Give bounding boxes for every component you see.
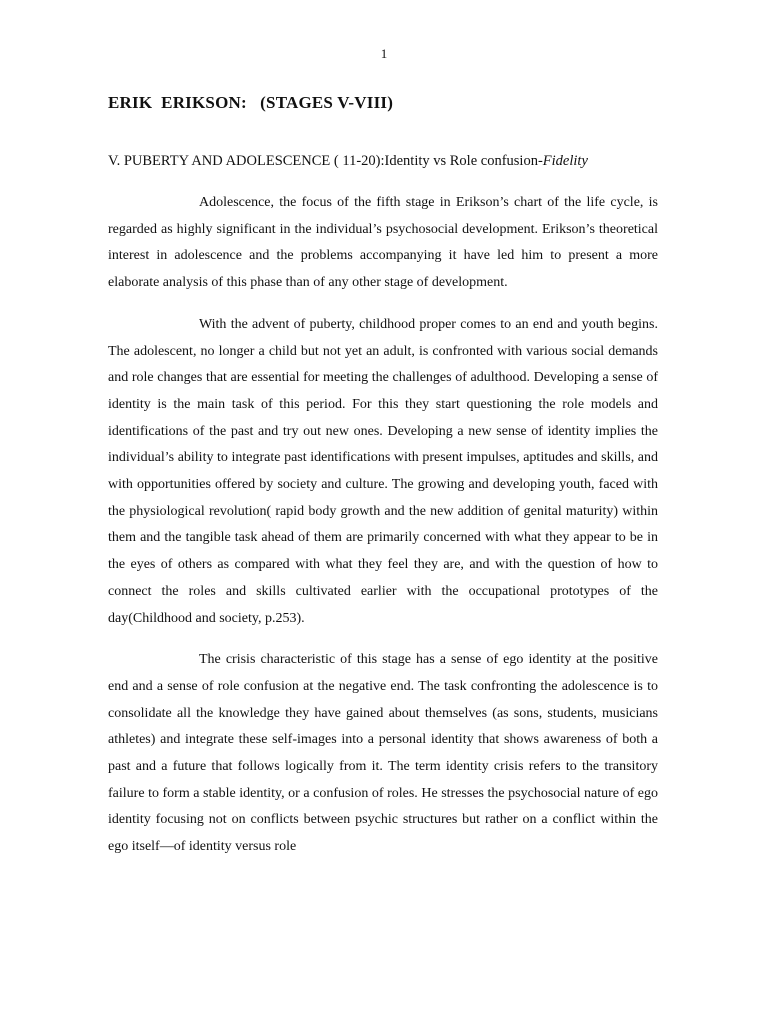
section-heading-text: V. PUBERTY AND ADOLESCENCE ( 11-20):Identity vs Role confusion-: [108, 153, 543, 169]
paragraph-2: With the advent of puberty, childhood proper comes to an end and youth begins. The adolescent, no longer a child but not yet an adult, is confronted with various social demands and role changes that are essential for meeting the challenges of adulthood. Developing a sense of identity is the main task of this period. For this they start questioning the role models and identifications of the past and try out new ones. Developing a new sense of identity implies the individual’s ability to integrate past identifications with present impulses, aptitudes and skills, and with opportunities offered by society and culture. The growing and developing youth, faced with the physiological revolution( rapid body growth and the new addition of genital maturity) within them and the tangible task ahead of them are primarily concerned with what they appear to be in the eyes of others as compared with what they feel they are, and with the question of how to connect the roles and skills cultivated earlier with the occupational prototypes of the day(Childhood and society, p.253).: [108, 316, 658, 626]
paragraph-1: Adolescence, the focus of the fifth stage in Erikson’s chart of the life cycle, is regarded as highly significant in the individual’s psychosocial development. Erikson’s theoretical interest in adolescence and the problems accompanying it have led him to present a more elaborate analysis of this phase than of any other stage of development.: [108, 195, 658, 291]
document-title: ERIK ERIKSON: (STAGES V-VIII): [108, 93, 394, 112]
body-text: [108, 190, 658, 876]
section-heading: [108, 153, 588, 170]
paragraph-3: The crisis characteristic of this stage has a sense of ego identity at the positive end and a sense of role confusion at the negative end. The task confronting the adolescence is to consolidate all the knowledge they have gained about themselves (as sons, students, musicians athletes) and integrate these self-images into a personal identity that shows awareness of both a past and a future that follows logically from it. The term identity crisis refers to the transitory failure to form a stable identity, or a confusion of roles. He stresses the psychosocial nature of ego identity focusing not on conflicts between psychic structures but rather on a conflict within the ego itself—of identity versus role: [108, 652, 658, 855]
section-heading-italic: Fidelity: [542, 153, 588, 169]
page-number: 1: [380, 46, 388, 61]
